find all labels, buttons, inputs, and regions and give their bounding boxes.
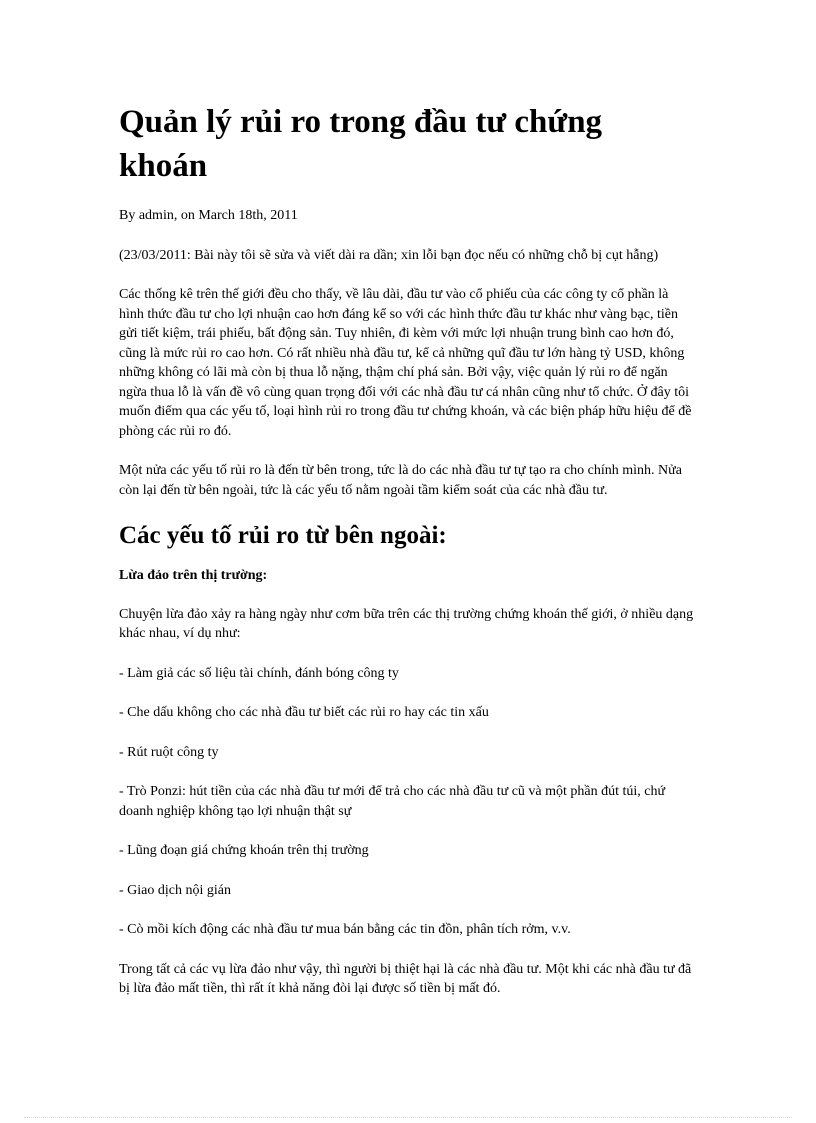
list-item: - Trò Ponzi: hút tiền của các nhà đầu tư mới để trả cho các nhà đầu tư cũ và một phần đút túi, chứ doanh nghiệp không tạo lợi nhuận thật sự: [119, 784, 666, 819]
fraud-intro-paragraph: Chuyện lừa đảo xảy ra hàng ngày như cơm bữa trên các thị trường chứng khoán thế giới, ở nhiều dạng khác nhau, ví dụ như:: [119, 606, 694, 641]
list-item: - Rút ruột công ty: [119, 744, 219, 760]
list-item: - Cò mồi kích động các nhà đầu tư mua bán bằng các tin đồn, phân tích rởm, v.v.: [119, 922, 571, 937]
article-byline: By admin, on March 18th, 2011: [119, 208, 298, 223]
page-bottom-divider: [24, 1117, 792, 1118]
subheading: Lừa đảo trên thị trường:: [119, 568, 268, 583]
list-item: - Che dấu không cho các nhà đầu tư biết các rủi ro hay các tin xấu: [119, 705, 489, 720]
conclusion-paragraph: Trong tất cả các vụ lừa đảo như vậy, thì người bị thiệt hại là các nhà đầu tư. Một khi các nhà đầu tư đã bị lừa đảo mất tiền, thì rất ít khả năng đòi lại được số tiền bị mất đó.: [119, 961, 692, 996]
article-title: Quản lý rủi ro trong đầu tư chứng khoán: [119, 104, 603, 184]
list-item: - Giao dịch nội gián: [119, 882, 231, 898]
list-item: - Lũng đoạn giá chứng khoán trên thị trường: [119, 843, 369, 858]
intro-paragraph: Các thống kê trên thế giới đều cho thấy, về lâu dài, đầu tư vào cổ phiếu của các công ty cổ phần là hình thức đầu tư cho lợi nhuận cao hơn đáng kể so với các hình thức đầu tư khác như vàng bạc, tiền gửi tiết kiệm, trái phiếu, bất động sản. Tuy nhiên, đi kèm với mức lợi nhuận trung bình cao hơn đó, cũng là mức rủi ro cao hơn. Có rất nhiều nhà đầu tư, kể cả những quĩ đầu tư lớn hàng tỷ USD, không những không có lãi mà còn bị thua lỗ nặng, thậm chí phá sản. Bởi vậy, việc quản lý rủi ro để ngăn ngừa thua lỗ là vấn đề vô cùng quan trọng đối với các nhà đầu tư cá nhân cũng như tổ chức. Ở đây tôi muốn điểm qua các yếu tố, loại hình rủi ro trong đầu tư chứng khoán, và các biện pháp hữu hiệu để đề phòng các rủi ro đó.: [119, 287, 692, 439]
edit-note: (23/03/2011: Bài này tôi sẽ sửa và viết dài ra dần; xin lỗi bạn đọc nếu có những chỗ bị cụt hẫng): [119, 247, 659, 263]
document-page: [119, 100, 694, 1019]
section-heading: Các yếu tố rủi ro từ bên ngoài:: [119, 522, 447, 549]
risk-split-paragraph: Một nửa các yếu tố rủi ro là đến từ bên trong, tức là do các nhà đầu tư tự tạo ra cho chính mình. Nửa còn lại đến từ bên ngoài, tức là các yếu tố nằm ngoài tầm kiểm soát của các nhà đầu tư.: [119, 463, 682, 498]
list-item: - Làm giả các số liệu tài chính, đánh bóng công ty: [119, 665, 399, 681]
